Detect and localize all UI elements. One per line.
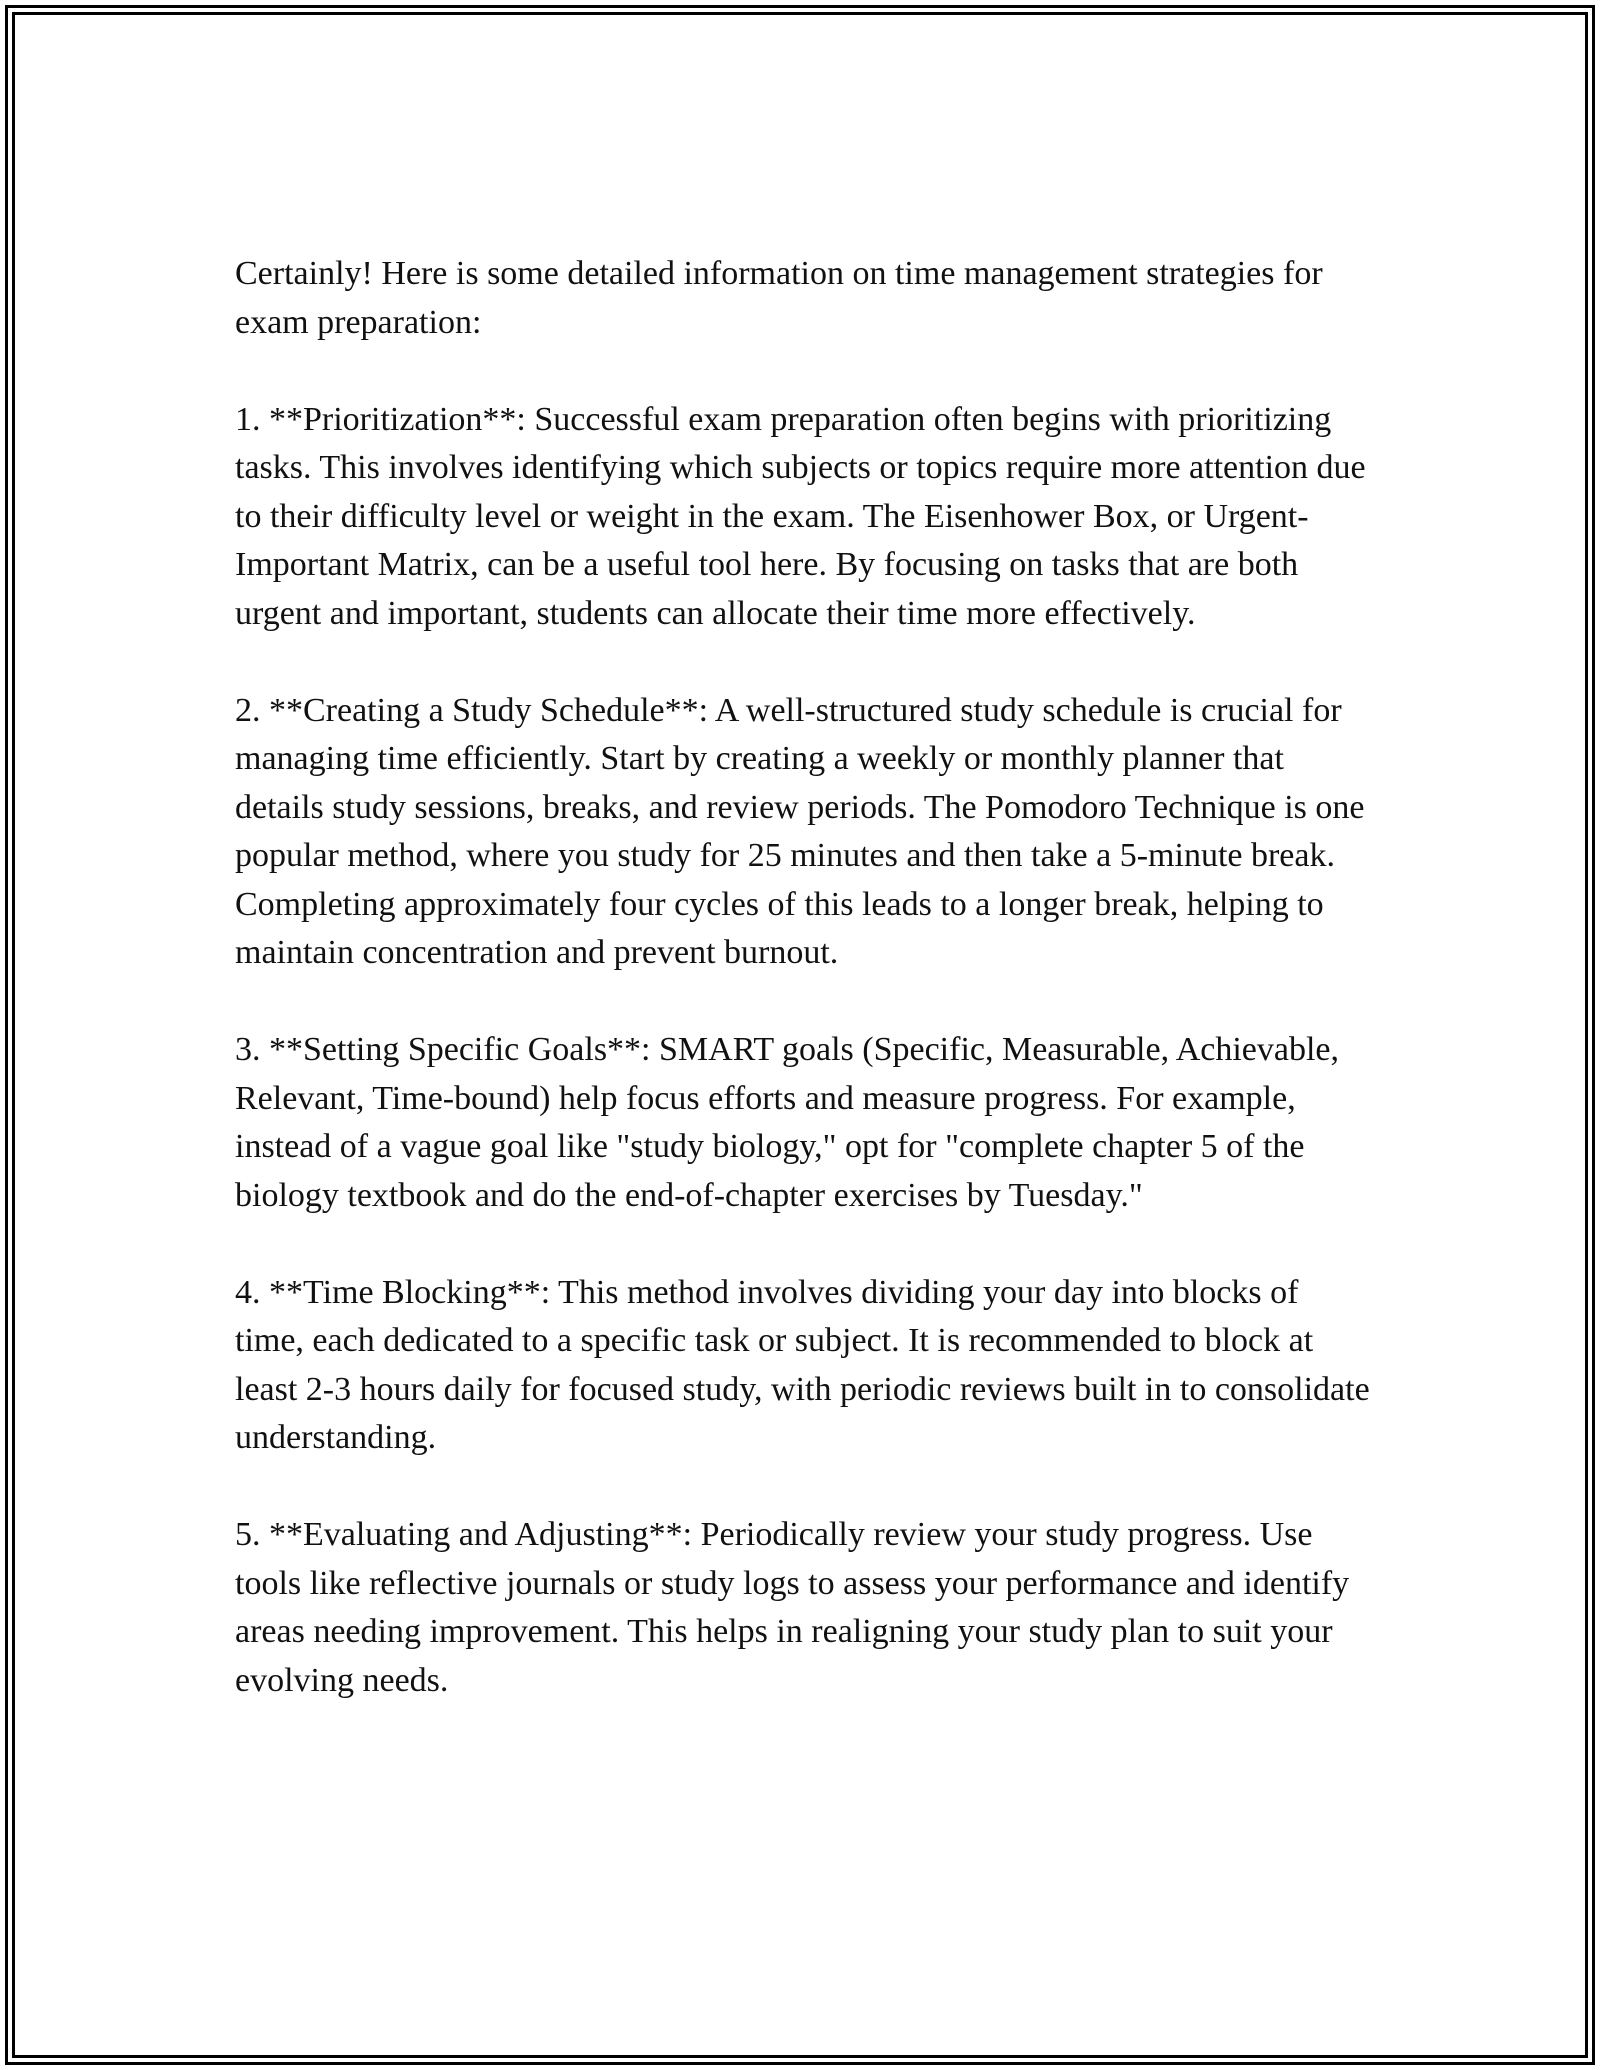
study-schedule-paragraph: 2. **Creating a Study Schedule**: A well-structured study schedule is crucial for managing time efficiently. Start by creating a weekly or monthly planner that details study sessions, breaks, and review periods. The Pomodoro Technique is one popular method, where you study for 25 minutes and then take a 5-minute break. Completing approximately four cycles of this leads to a longer break, helping to maintain concentration and prevent burnout. (235, 691, 1374, 971)
document-body (235, 250, 1379, 1754)
evaluating-adjusting-paragraph: 5. **Evaluating and Adjusting**: Periodically review your study progress. Use tools like reflective journals or study logs to assess your performance and identify areas needing improvement. This helps in realigning your study plan to suit your evolving needs. (235, 1516, 1358, 1699)
time-blocking-paragraph: 4. **Time Blocking**: This method involves dividing your day into blocks of time, each dedicated to a specific task or subject. It is recommended to block at least 2-3 hours daily for focused study, with periodic reviews built in to consolidate understanding. (235, 1273, 1379, 1456)
prioritization-paragraph: 1. **Prioritization**: Successful exam preparation often begins with prioritizing tasks. This involves identifying which subjects or topics require more attention due to their difficulty level or weight in the exam. The Eisenhower Box, or Urgent-Important Matrix, can be a useful tool here. By focusing on tasks that are both urgent and important, students can allocate their time more effectively. (235, 400, 1375, 632)
specific-goals-paragraph: 3. **Setting Specific Goals**: SMART goals (Specific, Measurable, Achievable, Relevant, Time-bound) help focus efforts and measure progress. For example, instead of a vague goal like "study biology," opt for "complete chapter 5 of the biology textbook and do the end-of-chapter exercises by Tuesday." (235, 1031, 1348, 1214)
intro-paragraph: Certainly! Here is some detailed information on time management strategies for exam preparation: (235, 255, 1332, 341)
